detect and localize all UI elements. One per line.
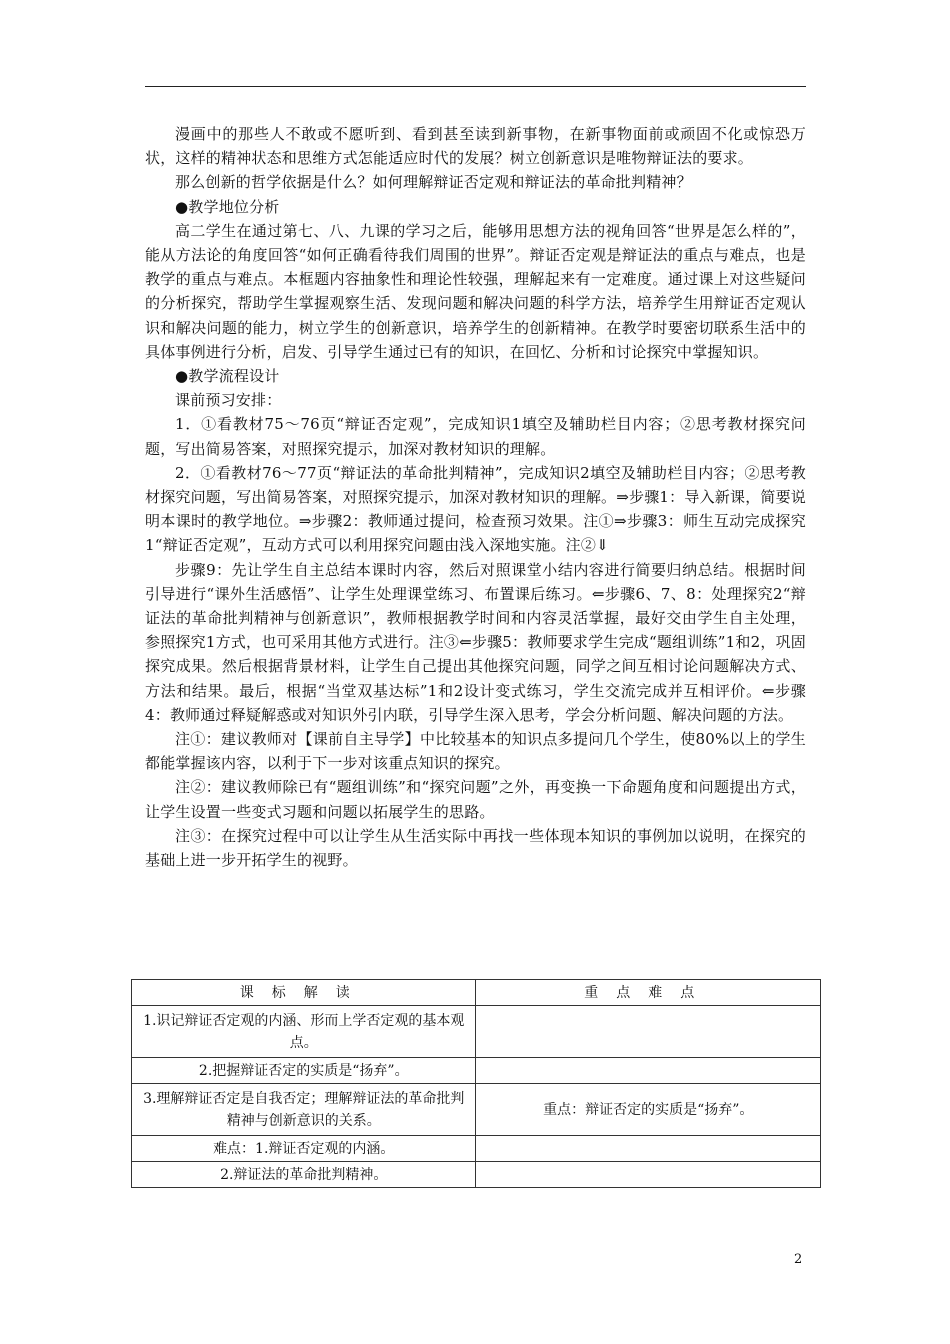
table-header-left: 课标解读	[132, 980, 476, 1006]
paragraph-preview: 课前预习安排：	[175, 391, 282, 410]
table-row	[132, 1058, 821, 1084]
paragraph-step-9: 步骤9：先让学生自主总结本课时内容，然后对照课堂小结内容进行简要归纳总结。根据时间引导进行“课外生活感悟”、让学生处理课堂练习、布置课后练习。⇐步骤6、7、8：处理探究2“辩证法的革命批判精神与创新意识”，教师根据教学时间和内容灵活掌握，最好交由学生自主处理，参照探究1方式，也可采用其他方式进行。注③⇐步骤5：教师要求学生完成“题组训练”1和2，巩固探究成果。然后根据背景材料，让学生自己提出其他探究问题，同学之间互相讨论问题解决方式、方法和结果。最后，根据“当堂双基达标”1和2设计变式练习，学生交流完成并互相评价。⇐步骤4：教师通过释疑解惑或对知识外引内联，引导学生深入思考，学会分析问题、解决问题的方法。	[145, 560, 806, 724]
table-cell-empty	[476, 1006, 821, 1058]
section-heading-position: ●教学地位分析	[175, 197, 280, 216]
paragraph-intro: 漫画中的那些人不敢或不愿听到、看到甚至读到新事物，在新事物面前或顽固不化或惊恐万状，这样的精神状态和思维方式怎能适应时代的发展？树立创新意识是唯物辩证法的要求。	[145, 125, 806, 168]
note-1: 注①：建议教师对【课前自主导学】中比较基本的知识点多提问几个学生，使80%以上的学生都能掌握该内容，以利于下一步对该重点知识的探究。	[145, 730, 806, 773]
note-2: 注②：建议教师除已有“题组训练”和“探究问题”之外，再变换一下命题角度和问题提出方式，让学生设置一些变式习题和问题以拓展学生的思路。	[145, 778, 806, 821]
table-row	[132, 1084, 821, 1136]
section-heading-flow: ●教学流程设计	[175, 367, 280, 386]
table-cell-empty	[476, 1136, 821, 1162]
table-header-row	[132, 980, 821, 1006]
table-cell: 2.把握辩证否定的实质是“扬弃”。	[132, 1058, 476, 1084]
paragraph-question: 那么创新的哲学依据是什么？如何理解辩证否定观和辩证法的革命批判精神？	[175, 173, 692, 192]
table-cell: 3.理解辩证否定是自我否定；理解辩证法的革命批判精神与创新意识的关系。	[132, 1084, 476, 1136]
note-3: 注③：在探究过程中可以让学生从生活实际中再找一些体现本知识的事例加以说明，在探究的基础上进一步开拓学生的视野。	[145, 826, 806, 870]
table-row	[132, 1162, 821, 1188]
table-header-right: 重点难点	[476, 980, 821, 1006]
header-rule	[145, 86, 806, 87]
paragraph-step-2: 2．①看教材76～77页“辩证法的革命批判精神”，完成知识2填空及辅助栏目内容；②思考教材探究问题，写出简易答案，对照探究提示，加深对教材知识的理解。⇒步骤1：导入新课，简要说明本课时的教学地位。⇒步骤2：教师通过提问，检查预习效果。注①⇒步骤3：师生互动完成探究1“辩证否定观”，互动方式可以利用探究问题由浅入深地实施。注②⇓	[145, 463, 806, 555]
table-cell: 1.识记辩证否定观的内涵、形而上学否定观的基本观点。	[132, 1006, 476, 1058]
curriculum-table	[131, 979, 821, 1188]
body-text	[145, 122, 806, 872]
table-cell: 2.辩证法的革命批判精神。	[132, 1162, 476, 1188]
table-row	[132, 1006, 821, 1058]
table-cell-empty	[476, 1162, 821, 1188]
table-cell: 难点：1.辩证否定观的内涵。	[132, 1136, 476, 1162]
table-row	[132, 1136, 821, 1162]
page-number: 2	[794, 1252, 803, 1267]
table-cell-empty	[476, 1058, 821, 1084]
paragraph-step-1: 1．①看教材75～76页“辩证否定观”，完成知识1填空及辅助栏目内容；②思考教材探究问题，写出简易答案，对照探究提示，加深对教材知识的理解。	[145, 415, 806, 458]
paragraph-position: 高二学生在通过第七、八、九课的学习之后，能够用思想方法的视角回答“世界是怎么样的”，能从方法论的角度回答“如何正确看待我们周围的世界”。辩证否定观是辩证法的重点与难点，也是教学的重点与难点。本框题内容抽象性和理论性较强，理解起来有一定难度。通过课上对这些疑问的分析探究，帮助学生掌握观察生活、发现问题和解决问题的科学方法，培养学生用辩证否定观认识和解决问题的能力，树立学生的创新意识，培养学生的创新精神。在教学时要密切联系生活中的具体事例进行分析，启发、引导学生通过已有的知识，在回忆、分析和讨论探究中掌握知识。	[145, 221, 806, 361]
table-cell-key-point: 重点：辩证否定的实质是“扬弃”。	[476, 1084, 821, 1136]
